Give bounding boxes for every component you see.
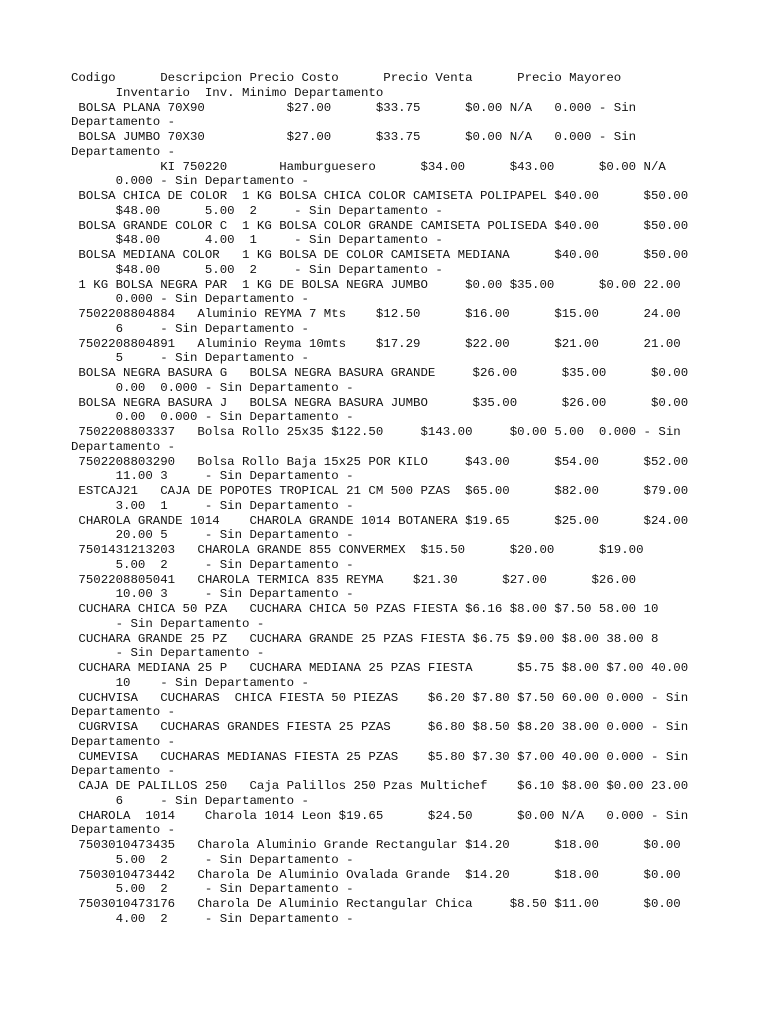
header-line: Codigo Descripcion Precio Costo Precio Venta Precio Mayoreo — [71, 71, 622, 85]
record-line: CUCHARA CHICA 50 PZA CUCHARA CHICA 50 PZAS FIESTA $6.16 $8.00 $7.50 58.00 10 — [71, 602, 659, 616]
record-line: Departamento - — [71, 705, 176, 720]
record-line: CUMEVISA CUCHARAS MEDIANAS FIESTA 25 PZAS $5.80 $7.30 $7.00 40.00 0.000 - Sin — [71, 749, 689, 764]
record-line: BOLSA JUMBO 70X30 $27.00 $33.75 $0.00 N/A 0.000 - Sin — [71, 130, 637, 144]
record-line: 10.00 3 - Sin Departamento - — [71, 587, 354, 602]
record-line: ESTCAJ21 CAJA DE POPOTES TROPICAL 21 CM 500 PZAS $65.00 $82.00 $79.00 — [71, 484, 689, 498]
record-line: 7503010473435 Charola Aluminio Grande Rectangular $14.20 $18.00 $0.00 — [71, 838, 681, 852]
record-line: CHAROLA GRANDE 1014 CHAROLA GRANDE 1014 BOTANERA $19.65 $25.00 $24.00 — [71, 513, 689, 528]
record-line: $48.00 4.00 1 - Sin Departamento - — [71, 233, 443, 248]
record-line: 10 - Sin Departamento - — [71, 675, 309, 690]
record-line: BOLSA GRANDE COLOR C 1 KG BOLSA COLOR GRANDE CAMISETA POLISEDA $40.00 $50.00 — [71, 218, 689, 233]
record-line: 0.000 - Sin Departamento - — [71, 292, 309, 307]
record-line: 20.00 5 - Sin Departamento - — [71, 528, 354, 543]
record-line: 7502208804884 Aluminio REYMA 7 Mts $12.50 $16.00 $15.00 24.00 — [71, 307, 681, 321]
record-line: 7501431213203 CHAROLA GRANDE 855 CONVERMEX $15.50 $20.00 $19.00 — [71, 543, 644, 557]
record-line: 7503010473442 Charola De Aluminio Ovalada Grande $14.20 $18.00 $0.00 — [71, 867, 681, 882]
record-line: 5.00 2 - Sin Departamento - — [71, 557, 354, 572]
record-line: 7502208803337 Bolsa Rollo 25x35 $122.50 $143.00 $0.00 5.00 0.000 - Sin — [71, 425, 681, 439]
record-line: CHAROLA 1014 Charola 1014 Leon $19.65 $24.50 $0.00 N/A 0.000 - Sin — [71, 808, 689, 823]
record-line: 5.00 2 - Sin Departamento - — [71, 882, 354, 897]
record-line: 0.00 0.000 - Sin Departamento - — [71, 380, 354, 395]
record-line: BOLSA NEGRA BASURA J BOLSA NEGRA BASURA JUMBO $35.00 $26.00 $0.00 — [71, 395, 689, 410]
record-line: 1 KG BOLSA NEGRA PAR 1 KG DE BOLSA NEGRA JUMBO $0.00 $35.00 $0.00 22.00 — [71, 277, 681, 292]
record-line: - Sin Departamento - — [71, 616, 265, 631]
record-line: BOLSA CHICA DE COLOR 1 KG BOLSA CHICA COLOR CAMISETA POLIPAPEL $40.00 $50.00 — [71, 189, 689, 203]
record-line: 7502208804891 Aluminio Reyma 10mts $17.29 $22.00 $21.00 21.00 — [71, 336, 681, 351]
record-line: - Sin Departamento - — [71, 646, 265, 661]
record-line: 4.00 2 - Sin Departamento - — [71, 911, 354, 926]
record-line: CAJA DE PALILLOS 250 Caja Palillos 250 Pzas Multichef $6.10 $8.00 $0.00 23.00 — [71, 779, 689, 793]
record-line: 6 - Sin Departamento - — [71, 321, 309, 336]
record-line: 0.000 - Sin Departamento - — [71, 174, 309, 189]
record-line: 3.00 1 - Sin Departamento - — [71, 498, 354, 513]
record-line: 0.00 0.000 - Sin Departamento - — [71, 410, 354, 425]
record-line: Departamento - — [71, 115, 176, 130]
record-line: 5 - Sin Departamento - — [71, 351, 309, 366]
record-line: Departamento - — [71, 764, 176, 779]
record-line: KI 750220 Hamburguesero $34.00 $43.00 $0.00 N/A — [71, 159, 666, 174]
record-line: 6 - Sin Departamento - — [71, 793, 309, 808]
record-line: CUCHVISA CUCHARAS CHICA FIESTA 50 PIEZAS $6.20 $7.80 $7.50 60.00 0.000 - Sin — [71, 690, 689, 705]
record-line: CUCHARA MEDIANA 25 P CUCHARA MEDIANA 25 PZAS FIESTA $5.75 $8.00 $7.00 40.00 — [71, 661, 689, 675]
record-line: BOLSA MEDIANA COLOR 1 KG BOLSA DE COLOR CAMISETA MEDIANA $40.00 $50.00 — [71, 248, 689, 262]
record-line: Departamento - — [71, 144, 176, 159]
record-line: $48.00 5.00 2 - Sin Departamento - — [71, 203, 443, 218]
record-line: 5.00 2 - Sin Departamento - — [71, 852, 354, 867]
product-inventory-listing — [71, 71, 768, 927]
record-line: BOLSA PLANA 70X90 $27.00 $33.75 $0.00 N/A 0.000 - Sin — [71, 100, 637, 115]
record-line: BOLSA NEGRA BASURA G BOLSA NEGRA BASURA GRANDE $26.00 $35.00 $0.00 — [71, 366, 689, 380]
record-line: 7502208805041 CHAROLA TERMICA 835 REYMA $21.30 $27.00 $26.00 — [71, 572, 637, 587]
record-line: CUCHARA GRANDE 25 PZ CUCHARA GRANDE 25 PZAS FIESTA $6.75 $9.00 $8.00 38.00 8 — [71, 631, 659, 646]
record-line: $48.00 5.00 2 - Sin Departamento - — [71, 262, 443, 277]
record-line: Departamento - — [71, 823, 176, 838]
record-line: CUGRVISA CUCHARAS GRANDES FIESTA 25 PZAS $6.80 $8.50 $8.20 38.00 0.000 - Sin — [71, 720, 689, 734]
header-line: Inventario Inv. Minimo Departamento — [71, 85, 384, 100]
record-line: 7502208803290 Bolsa Rollo Baja 15x25 POR KILO $43.00 $54.00 $52.00 — [71, 454, 689, 469]
record-line: Departamento - — [71, 734, 176, 749]
record-line: Departamento - — [71, 439, 176, 454]
record-line: 11.00 3 - Sin Departamento - — [71, 469, 354, 484]
record-line: 7503010473176 Charola De Aluminio Rectangular Chica $8.50 $11.00 $0.00 — [71, 897, 681, 911]
